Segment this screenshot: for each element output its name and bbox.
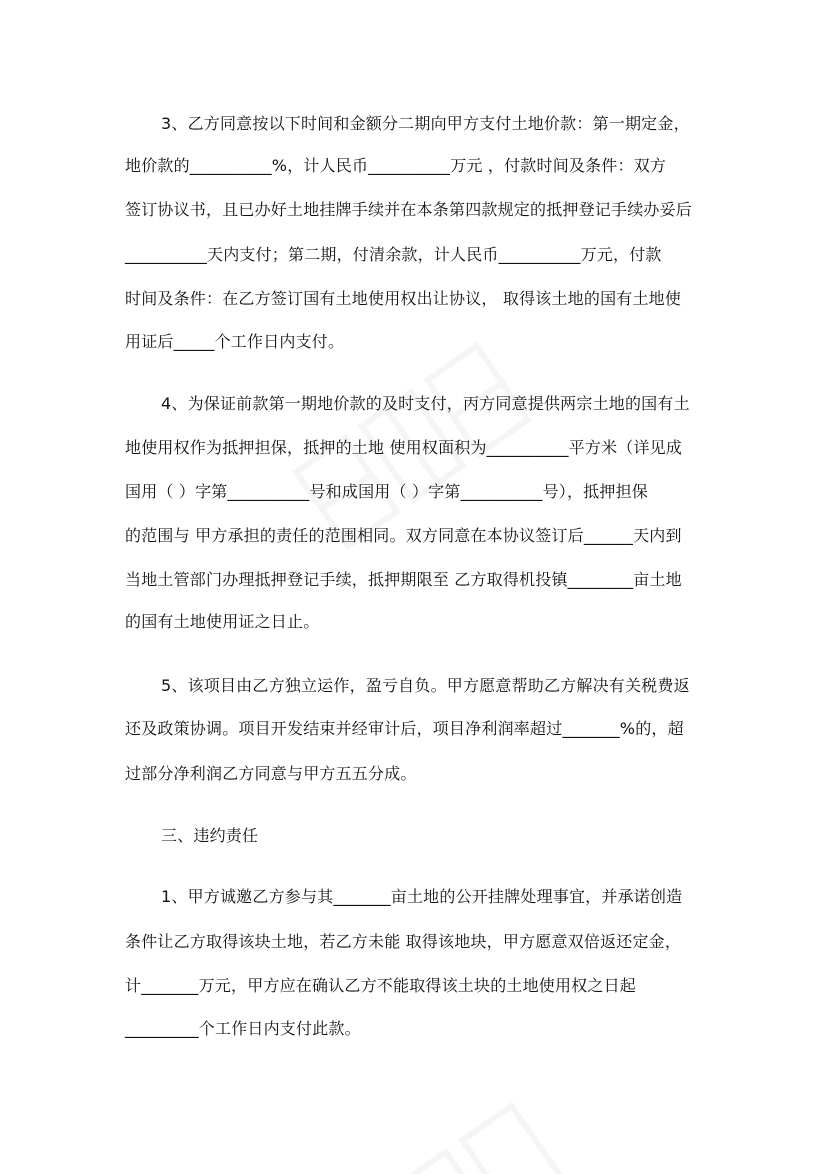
text-line: 用证后_____个工作日内支付。 [125, 332, 345, 351]
text-line: 时间及条件：在乙方签订国有土地使用权出让协议， 取得该土地的国有土地使 [125, 289, 682, 308]
text-line: 国用（ ）字第__________号和成国用（ ）字第__________号），抵押担保 [125, 482, 648, 501]
text-line: 地价款的__________%，计人民币__________万元 ，付款时间及条件：双方 [125, 156, 667, 175]
text-line: 5、该项目由乙方独立运作，盈亏自负。甲方愿意帮助乙方解决有关税费返 [161, 676, 690, 695]
text-line: 的国有土地使用证之日止。 [125, 612, 320, 631]
text-line: 当地土管部门办理抵押登记手续，抵押期限至 乙方取得机投镇________亩土地 [125, 570, 682, 589]
text-line: 地使用权作为抵押担保，抵押的土地 使用权面积为__________平方米（详见成 [125, 438, 683, 457]
text-line: 4、为保证前款第一期地价款的及时支付，丙方同意提供两宗土地的国有土 [161, 394, 690, 413]
text-line: _________个工作日内支付此款。 [125, 1019, 361, 1038]
text-line: 3、乙方同意按以下时间和金额分二期向甲方支付土地价款：第一期定金， [161, 114, 690, 133]
text-line: 条件让乙方取得该块土地，若乙方未能 取得该地块，甲方愿意双倍返还定金， [125, 932, 682, 951]
text-line: 过部分净利润乙方同意与甲方五五分成。 [125, 764, 417, 783]
text-line: 签订协议书，且已办好土地挂牌手续并在本条第四款规定的抵押登记手续办妥后 [125, 200, 693, 219]
text-line: 计_______万元，甲方应在确认乙方不能取得该土块的土地使用权之日起 [125, 976, 637, 995]
text-line: __________天内支付；第二期，付清余款，计人民币__________万元，付款 [125, 245, 662, 264]
text-line: 1、甲方诚邀乙方参与其_______亩土地的公开挂牌处理事宜，并承诺创造 [161, 887, 683, 906]
text-line: 的范围与 甲方承担的责任的范围相同。双方同意在本协议签订后______天内到 [125, 526, 682, 545]
section-heading: 三、违约责任 [161, 826, 259, 845]
watermark-logo-icon-bottom [300, 1060, 600, 1174]
text-line: 还及政策协调。项目开发结束并经审计后，项目净利润率超过_______%的，超 [125, 719, 684, 738]
